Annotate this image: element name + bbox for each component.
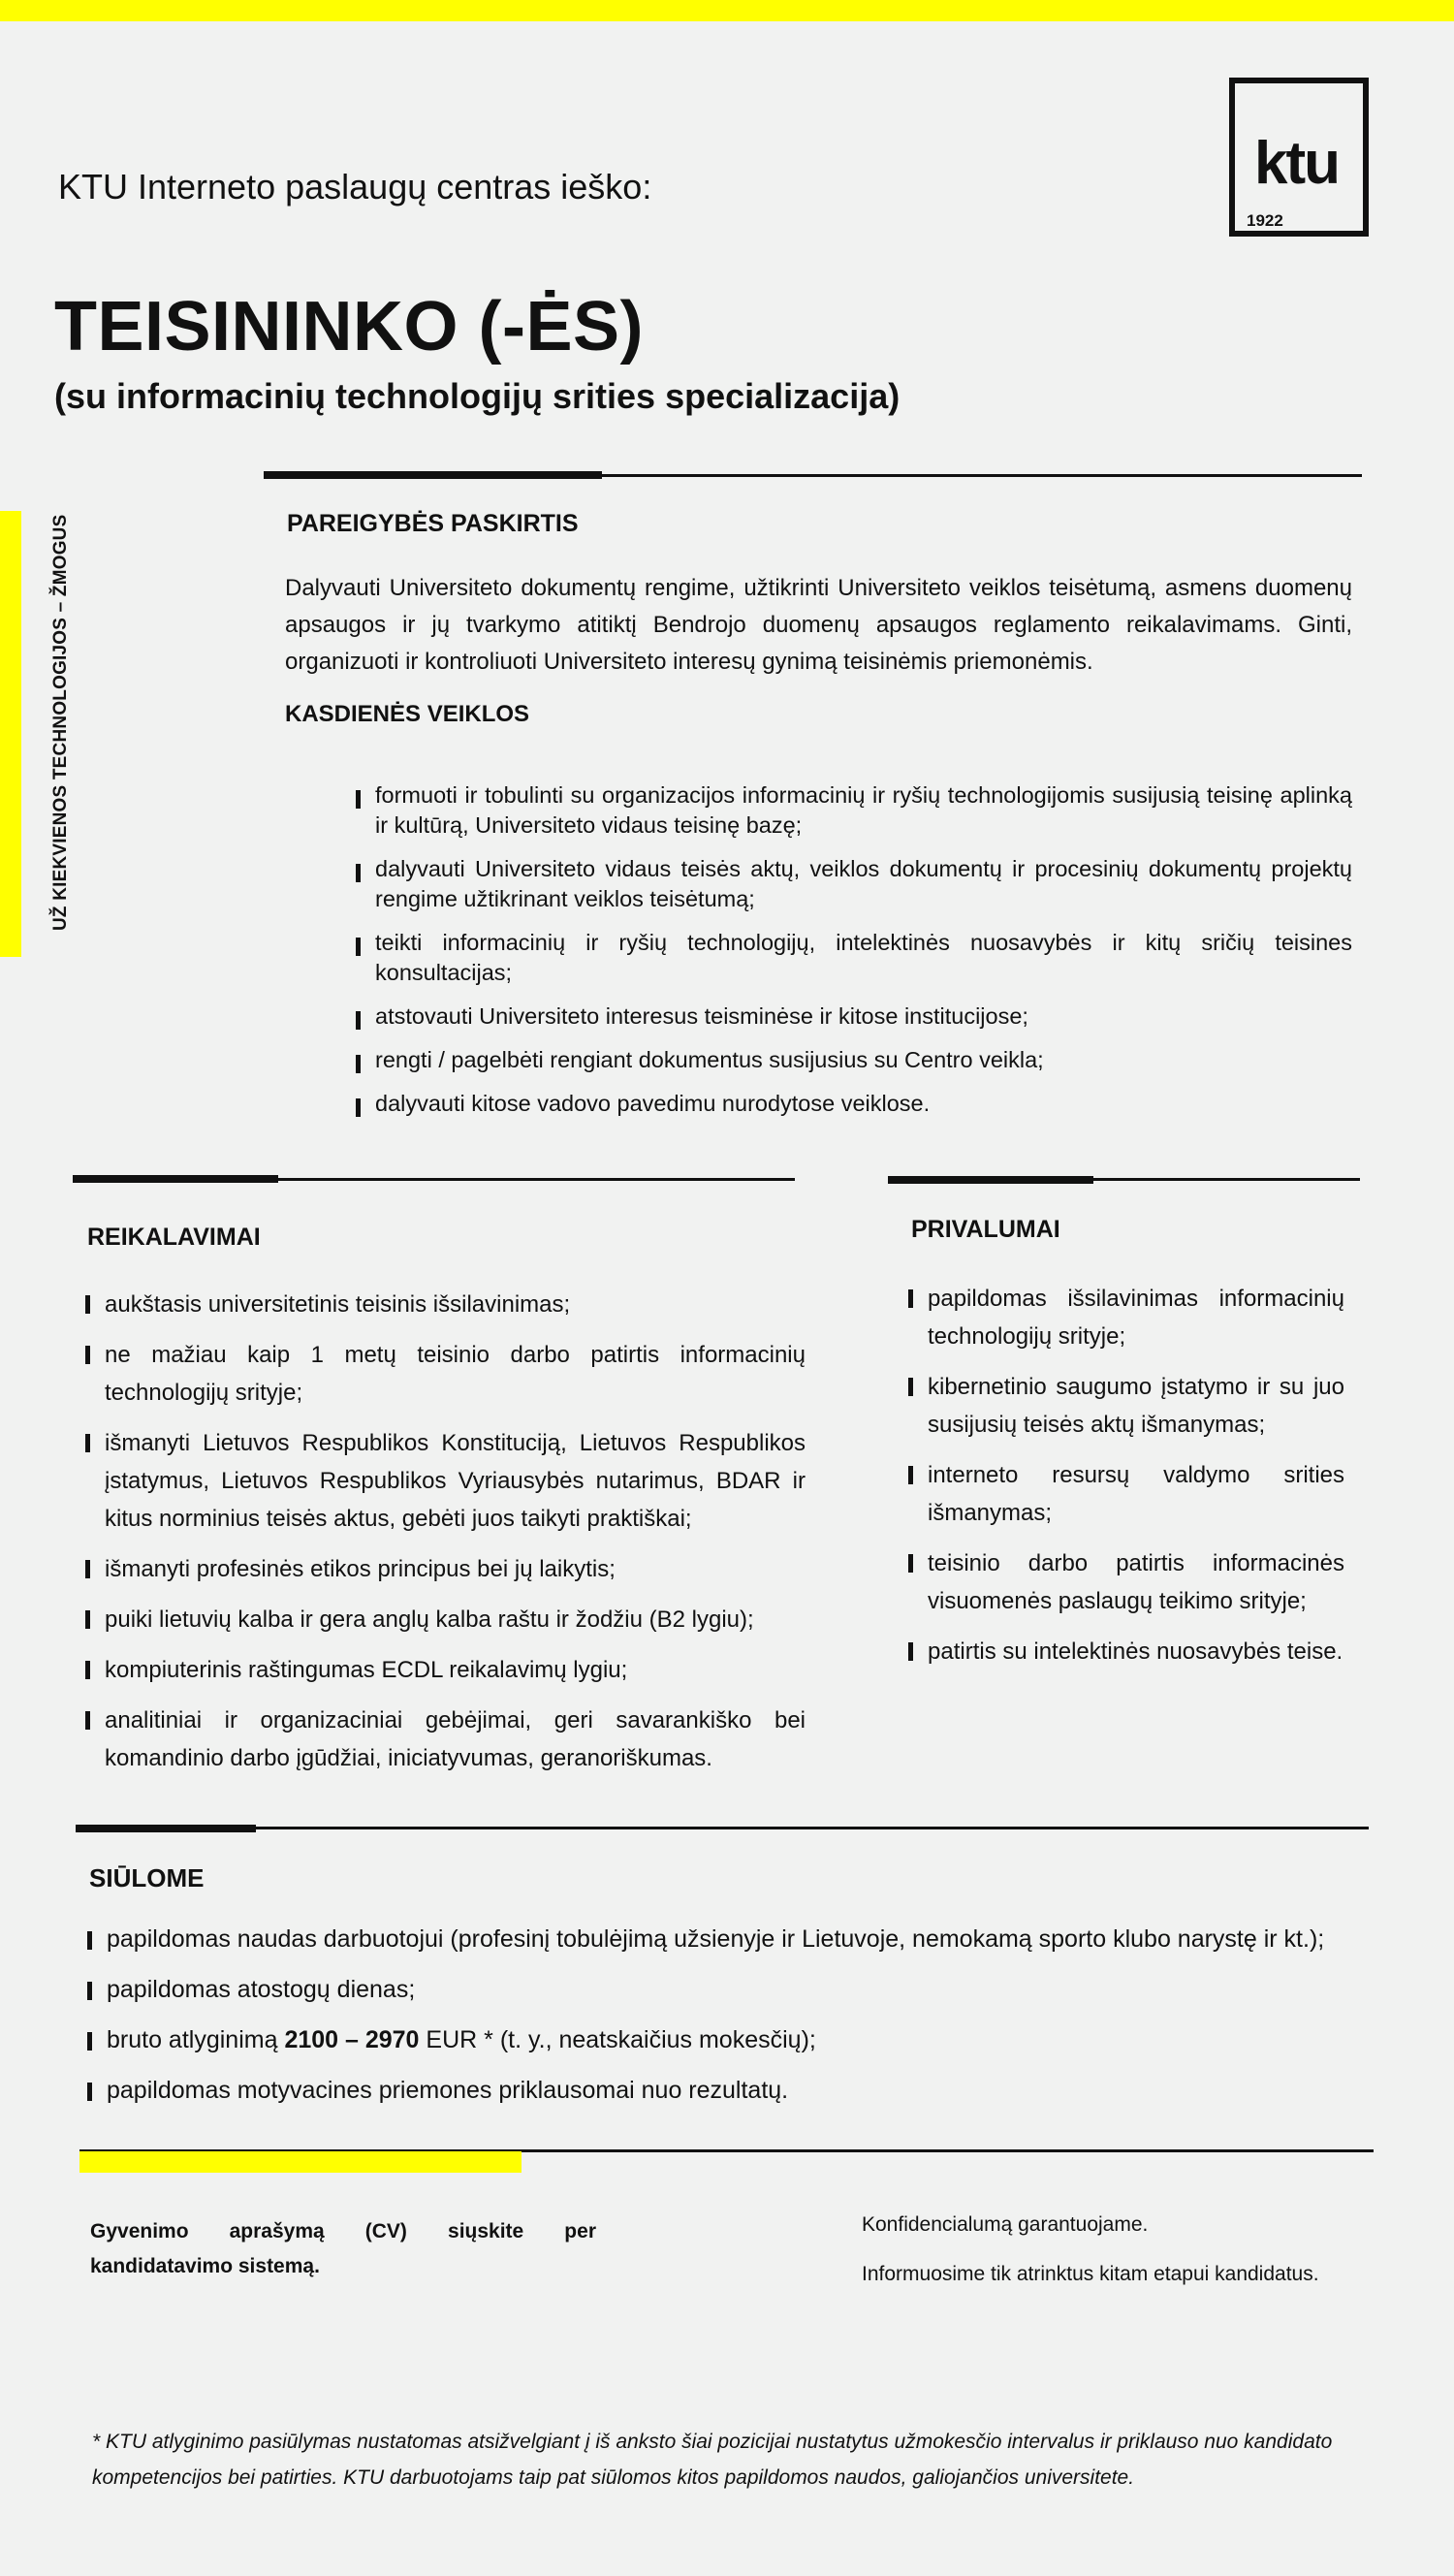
daily-activities-list <box>356 780 1352 1132</box>
selection-note: Informuosime tik atrinktus kitam etapui kandidatus. <box>862 2263 1319 2285</box>
requirements-heading: REIKALAVIMAI <box>87 1224 261 1251</box>
salary-range: 2100 – 2970 <box>284 2026 420 2053</box>
list-item: kibernetinio saugumo įstatymo ir su juo susijusių teisės aktų išmanymas; <box>908 1368 1344 1444</box>
purpose-heading: PAREIGYBĖS PASKIRTIS <box>287 510 579 537</box>
yellow-accent-bar <box>79 2151 522 2173</box>
job-subtitle: (su informacinių technologijų srities specializacija) <box>54 376 901 416</box>
offer-list <box>87 1922 1386 2123</box>
salary-footnote: * KTU atlyginimo pasiūlymas nustatomas atsižvelgiant į iš anksto šiai pozicijai nustatytus užmokesčio intervalus ir priklauso nuo kandidato kompetencijos bei patirties. KTU darbuotojams taip pat siūlomos kitos papildomos naudos, galiojančios universitete. <box>92 2431 1333 2489</box>
job-title: TEISININKO (-ĖS) <box>54 288 645 366</box>
requirements-list <box>85 1286 806 1790</box>
salary-suffix: EUR * (t. y., neatskaičius mokesčių); <box>419 2026 816 2053</box>
side-accent-bar <box>0 511 21 957</box>
cv-line-1: Gyvenimo aprašymą (CV) siųskite per <box>90 2220 596 2242</box>
list-item: atstovauti Universiteto interesus teisminėse ir kitose institucijose; <box>356 1002 1352 1032</box>
list-item: papildomas išsilavinimas informacinių technologijų srityje; <box>908 1280 1344 1355</box>
vertical-slogan: UŽ KIEKVIENOS TECHNOLOGIJOS – ŽMOGUS <box>50 514 71 931</box>
salary-item <box>87 2022 1386 2057</box>
list-item: ne mažiau kaip 1 metų teisinio darbo patirtis informacinių technologijų srityje; <box>85 1336 806 1412</box>
section-divider-accent <box>76 1825 256 1832</box>
list-item: teisinio darbo patirtis informacinės visuomenės paslaugų teikimo srityje; <box>908 1544 1344 1620</box>
list-item: teikti informacinių ir ryšių technologijų, intelektinės nuosavybės ir kitų sričių teisines konsultacijas; <box>356 928 1352 988</box>
section-divider-accent <box>73 1175 278 1183</box>
list-item: papildomas motyvacines priemones priklausomai nuo rezultatų. <box>87 2073 1386 2108</box>
list-item: patirtis su intelektinės nuosavybės teise. <box>908 1633 1344 1670</box>
section-divider-accent <box>264 471 602 479</box>
advantages-list <box>908 1280 1344 1683</box>
top-accent-bar <box>0 0 1454 21</box>
list-item: kompiuterinis raštingumas ECDL reikalavimų lygiu; <box>85 1651 806 1689</box>
logo-year: 1922 <box>1247 211 1283 230</box>
intro-text: KTU Interneto paslaugų centras ieško: <box>58 167 652 207</box>
logo-text: ktu <box>1254 130 1339 197</box>
list-item: interneto resursų valdymo srities išmanymas; <box>908 1456 1344 1532</box>
list-item: puiki lietuvių kalba ir gera anglų kalba raštu ir žodžiu (B2 lygiu); <box>85 1601 806 1638</box>
list-item: formuoti ir tobulinti su organizacijos informacinių ir ryšių technologijomis susijusią teisinę aplinką ir kultūrą, Universiteto vidaus teisinę bazę; <box>356 780 1352 841</box>
daily-heading: KASDIENĖS VEIKLOS <box>285 701 530 727</box>
list-item: papildomas atostogų dienas; <box>87 1972 1386 2007</box>
list-item: rengti / pagelbėti rengiant dokumentus susijusius su Centro veikla; <box>356 1045 1352 1075</box>
list-item: dalyvauti kitose vadovo pavedimu nurodytose veiklose. <box>356 1089 1352 1119</box>
list-item: analitiniai ir organizaciniai gebėjimai, geri savarankiško bei komandinio darbo įgūdžiai, iniciatyvumas, geranoriškumas. <box>85 1701 806 1777</box>
list-item: išmanyti profesinės etikos principus bei jų laikytis; <box>85 1550 806 1588</box>
list-item: dalyvauti Universiteto vidaus teisės aktų, veiklos dokumentų ir procesinių dokumentų projektų rengime užtikrinant veiklos teisėtumą; <box>356 854 1352 914</box>
section-divider-accent <box>888 1176 1093 1184</box>
cv-line-2: kandidatavimo sistemą. <box>90 2255 320 2277</box>
salary-prefix: bruto atlyginimą <box>107 2026 285 2053</box>
ktu-logo <box>1229 78 1369 237</box>
purpose-text: Dalyvauti Universiteto dokumentų rengime, užtikrinti Universiteto veiklos teisėtumą, asmens duomenų apsaugos ir jų tvarkymo atitiktį Bendrojo duomenų apsaugos reglamento reikalavimams. Ginti, organizuoti ir kontroliuoti Universiteto interesų gynimą teisinėmis priemonėmis. <box>285 575 1352 675</box>
confidentiality-note: Konfidencialumą garantuojame. <box>862 2213 1149 2236</box>
list-item: papildomas naudas darbuotojui (profesinį tobulėjimą užsienyje ir Lietuvoje, nemokamą sporto klubo narystę ir kt.); <box>87 1922 1386 1956</box>
offer-heading: SIŪLOME <box>89 1863 205 1892</box>
cv-instructions <box>90 2214 596 2284</box>
list-item: aukštasis universitetinis teisinis išsilavinimas; <box>85 1286 806 1323</box>
section-divider <box>76 1827 1369 1829</box>
advantages-heading: PRIVALUMAI <box>911 1216 1060 1243</box>
list-item: išmanyti Lietuvos Respublikos Konstituciją, Lietuvos Respublikos įstatymus, Lietuvos Respublikos Vyriausybės nutarimus, BDAR ir kitus norminius teisės aktus, gebėti juos taikyti praktiškai; <box>85 1424 806 1538</box>
